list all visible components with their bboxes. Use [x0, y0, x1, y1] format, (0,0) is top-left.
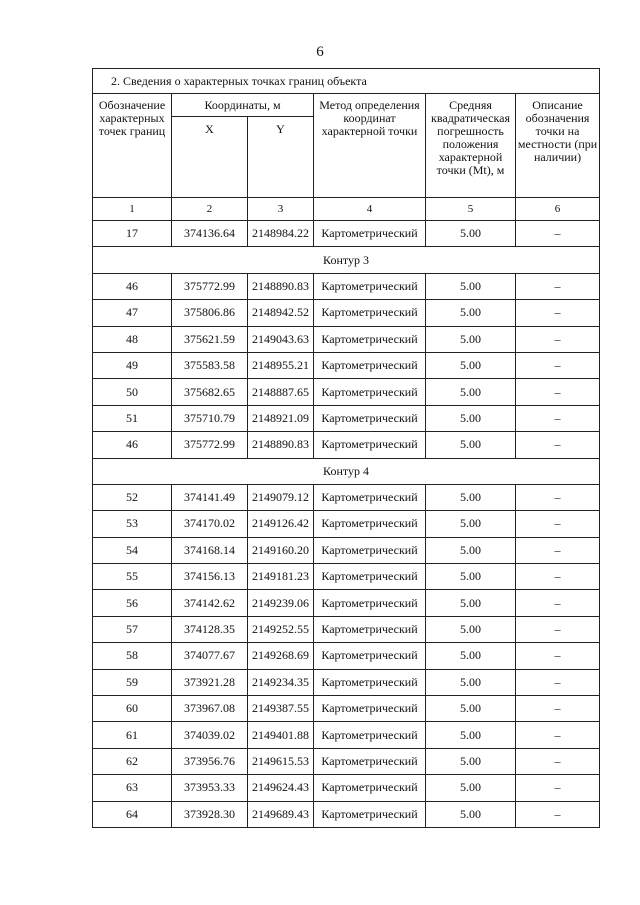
method-cell: Картометрический [314, 484, 426, 510]
header-y: Y [248, 117, 314, 198]
y-coordinate-cell: 2149252.55 [248, 616, 314, 642]
point-id-cell: 47 [93, 300, 172, 326]
table-row [93, 775, 600, 801]
method-cell: Картометрический [314, 221, 426, 247]
table-row [93, 221, 600, 247]
description-cell: – [516, 775, 600, 801]
method-cell: Картометрический [314, 801, 426, 827]
method-cell: Картометрический [314, 326, 426, 352]
description-cell: – [516, 643, 600, 669]
x-coordinate-cell: 375710.79 [172, 405, 248, 431]
method-cell: Картометрический [314, 300, 426, 326]
description-cell: – [516, 590, 600, 616]
point-id-cell: 55 [93, 564, 172, 590]
method-cell: Картометрический [314, 564, 426, 590]
point-id-cell: 54 [93, 537, 172, 563]
error-cell: 5.00 [426, 616, 516, 642]
description-cell: – [516, 616, 600, 642]
point-id-cell: 46 [93, 273, 172, 299]
column-number: 2 [172, 198, 248, 221]
y-coordinate-cell: 2149126.42 [248, 511, 314, 537]
x-coordinate-cell: 375806.86 [172, 300, 248, 326]
description-cell: – [516, 696, 600, 722]
table-row [93, 300, 600, 326]
table-row [93, 643, 600, 669]
method-cell: Картометрический [314, 379, 426, 405]
point-id-cell: 61 [93, 722, 172, 748]
y-coordinate-cell: 2149387.55 [248, 696, 314, 722]
error-cell: 5.00 [426, 300, 516, 326]
x-coordinate-cell: 374142.62 [172, 590, 248, 616]
point-id-cell: 53 [93, 511, 172, 537]
x-coordinate-cell: 373928.30 [172, 801, 248, 827]
column-number: 4 [314, 198, 426, 221]
error-cell: 5.00 [426, 405, 516, 431]
description-cell: – [516, 405, 600, 431]
table-row [93, 326, 600, 352]
method-cell: Картометрический [314, 511, 426, 537]
table-row [93, 379, 600, 405]
error-cell: 5.00 [426, 801, 516, 827]
description-cell: – [516, 273, 600, 299]
error-cell: 5.00 [426, 352, 516, 378]
x-coordinate-cell: 374039.02 [172, 722, 248, 748]
point-id-cell: 58 [93, 643, 172, 669]
point-id-cell: 63 [93, 775, 172, 801]
y-coordinate-cell: 2148921.09 [248, 405, 314, 431]
description-cell: – [516, 748, 600, 774]
table-row [93, 352, 600, 378]
description-cell: – [516, 221, 600, 247]
contour-header-row [93, 247, 600, 273]
error-cell: 5.00 [426, 669, 516, 695]
method-cell: Картометрический [314, 616, 426, 642]
point-id-cell: 50 [93, 379, 172, 405]
method-cell: Картометрический [314, 643, 426, 669]
point-id-cell: 59 [93, 669, 172, 695]
table-row [93, 669, 600, 695]
y-coordinate-cell: 2149268.69 [248, 643, 314, 669]
contour-header-row [93, 458, 600, 484]
header-error: Средняя квадратическая погрешность положения характерной точки (Mt), м [426, 94, 516, 198]
error-cell: 5.00 [426, 273, 516, 299]
x-coordinate-cell: 374136.64 [172, 221, 248, 247]
header-method: Метод определения координат характерной точки [314, 94, 426, 198]
description-cell: – [516, 801, 600, 827]
method-cell: Картометрический [314, 748, 426, 774]
error-cell: 5.00 [426, 643, 516, 669]
point-id-cell: 60 [93, 696, 172, 722]
description-cell: – [516, 432, 600, 458]
point-id-cell: 51 [93, 405, 172, 431]
boundary-points-table [92, 68, 600, 828]
y-coordinate-cell: 2148942.52 [248, 300, 314, 326]
point-id-cell: 52 [93, 484, 172, 510]
x-coordinate-cell: 375583.58 [172, 352, 248, 378]
y-coordinate-cell: 2149181.23 [248, 564, 314, 590]
table-row [93, 537, 600, 563]
x-coordinate-cell: 375621.59 [172, 326, 248, 352]
description-cell: – [516, 326, 600, 352]
table-row [93, 484, 600, 510]
method-cell: Картометрический [314, 405, 426, 431]
x-coordinate-cell: 375682.65 [172, 379, 248, 405]
table-row [93, 405, 600, 431]
contour-label: Контур 3 [93, 247, 600, 273]
description-cell: – [516, 300, 600, 326]
description-cell: – [516, 484, 600, 510]
table-row [93, 722, 600, 748]
y-coordinate-cell: 2149043.63 [248, 326, 314, 352]
table-row [93, 564, 600, 590]
error-cell: 5.00 [426, 484, 516, 510]
description-cell: – [516, 669, 600, 695]
y-coordinate-cell: 2148984.22 [248, 221, 314, 247]
x-coordinate-cell: 374170.02 [172, 511, 248, 537]
header-coords: Координаты, м [172, 94, 314, 117]
table-row [93, 273, 600, 299]
method-cell: Картометрический [314, 775, 426, 801]
error-cell: 5.00 [426, 432, 516, 458]
x-coordinate-cell: 374156.13 [172, 564, 248, 590]
y-coordinate-cell: 2149401.88 [248, 722, 314, 748]
description-cell: – [516, 537, 600, 563]
x-coordinate-cell: 374141.49 [172, 484, 248, 510]
x-coordinate-cell: 374128.35 [172, 616, 248, 642]
column-number: 5 [426, 198, 516, 221]
point-id-cell: 57 [93, 616, 172, 642]
description-cell: – [516, 352, 600, 378]
description-cell: – [516, 379, 600, 405]
y-coordinate-cell: 2149234.35 [248, 669, 314, 695]
table-body [93, 221, 600, 828]
y-coordinate-cell: 2149160.20 [248, 537, 314, 563]
description-cell: – [516, 511, 600, 537]
header-description: Описание обозначения точки на местности (при наличии) [516, 94, 600, 198]
point-id-cell: 64 [93, 801, 172, 827]
table-row [93, 616, 600, 642]
point-id-cell: 46 [93, 432, 172, 458]
point-id-cell: 49 [93, 352, 172, 378]
description-cell: – [516, 722, 600, 748]
section-title: 2. Сведения о характерных точках границ объекта [93, 69, 600, 94]
method-cell: Картометрический [314, 722, 426, 748]
method-cell: Картометрический [314, 590, 426, 616]
contour-label: Контур 4 [93, 458, 600, 484]
x-coordinate-cell: 375772.99 [172, 432, 248, 458]
table-row [93, 590, 600, 616]
header-point: Обозначение характерных точек границ [93, 94, 172, 198]
error-cell: 5.00 [426, 511, 516, 537]
method-cell: Картометрический [314, 537, 426, 563]
y-coordinate-cell: 2149615.53 [248, 748, 314, 774]
x-coordinate-cell: 374168.14 [172, 537, 248, 563]
header-x: X [172, 117, 248, 198]
error-cell: 5.00 [426, 564, 516, 590]
y-coordinate-cell: 2148955.21 [248, 352, 314, 378]
column-number: 6 [516, 198, 600, 221]
error-cell: 5.00 [426, 775, 516, 801]
table-row [93, 432, 600, 458]
error-cell: 5.00 [426, 537, 516, 563]
x-coordinate-cell: 373956.76 [172, 748, 248, 774]
table-row [93, 511, 600, 537]
table-row [93, 748, 600, 774]
error-cell: 5.00 [426, 590, 516, 616]
y-coordinate-cell: 2148890.83 [248, 432, 314, 458]
column-number: 3 [248, 198, 314, 221]
y-coordinate-cell: 2148887.65 [248, 379, 314, 405]
column-number: 1 [93, 198, 172, 221]
x-coordinate-cell: 375772.99 [172, 273, 248, 299]
column-numbers-row [93, 198, 600, 221]
error-cell: 5.00 [426, 326, 516, 352]
method-cell: Картометрический [314, 669, 426, 695]
y-coordinate-cell: 2148890.83 [248, 273, 314, 299]
table-row [93, 696, 600, 722]
y-coordinate-cell: 2149624.43 [248, 775, 314, 801]
method-cell: Картометрический [314, 432, 426, 458]
y-coordinate-cell: 2149079.12 [248, 484, 314, 510]
point-id-cell: 48 [93, 326, 172, 352]
point-id-cell: 62 [93, 748, 172, 774]
x-coordinate-cell: 373953.33 [172, 775, 248, 801]
y-coordinate-cell: 2149689.43 [248, 801, 314, 827]
error-cell: 5.00 [426, 696, 516, 722]
error-cell: 5.00 [426, 221, 516, 247]
table-row [93, 801, 600, 827]
description-cell: – [516, 564, 600, 590]
method-cell: Картометрический [314, 273, 426, 299]
y-coordinate-cell: 2149239.06 [248, 590, 314, 616]
method-cell: Картометрический [314, 696, 426, 722]
error-cell: 5.00 [426, 379, 516, 405]
error-cell: 5.00 [426, 722, 516, 748]
x-coordinate-cell: 374077.67 [172, 643, 248, 669]
method-cell: Картометрический [314, 352, 426, 378]
page-number: 6 [316, 44, 324, 60]
x-coordinate-cell: 373967.08 [172, 696, 248, 722]
point-id-cell: 17 [93, 221, 172, 247]
error-cell: 5.00 [426, 748, 516, 774]
point-id-cell: 56 [93, 590, 172, 616]
x-coordinate-cell: 373921.28 [172, 669, 248, 695]
